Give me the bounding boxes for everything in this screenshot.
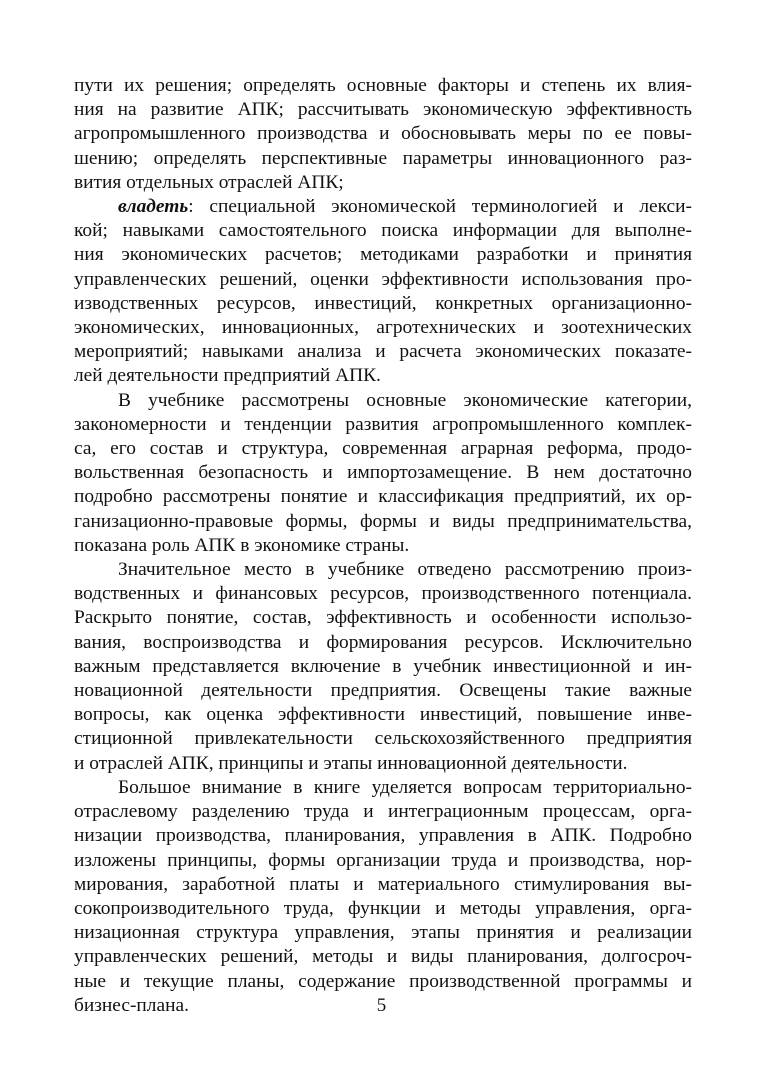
text-line: В учебнике рассмотрены основные экономические категории,: [118, 389, 692, 411]
page-body: [74, 74, 692, 1018]
text-line: Большое внимание в книге уделяется вопросам территориально-: [118, 776, 692, 798]
paragraph-skills-continuation: [74, 74, 692, 195]
text-line: мероприятий; навыками анализа и расчета экономических показате-: [74, 341, 692, 363]
text-line: управленческих решений, методы и виды планирования, долгосроч-: [74, 946, 692, 968]
text-line: управленческих решений, оценки эффективности использования про-: [74, 268, 692, 290]
text-line: ния на развитие АПК; рассчитывать экономическую эффективность: [74, 99, 692, 121]
text-line: ные и текущие планы, содержание производственной программы и: [74, 970, 692, 992]
paragraph-textbook-overview: [74, 389, 692, 558]
text-line: отраслевому разделению труда и интеграционным процессам, орга-: [74, 801, 692, 823]
text-line: вольственная безопасность и импортозамещение. В нем достаточно: [74, 462, 692, 484]
text-line: подробно рассмотрены понятие и классификация предприятий, их ор-: [74, 486, 692, 508]
text-line: низации производства, планирования, управления в АПК. Подробно: [74, 825, 692, 847]
text-fragment: : специальной экономической терминологией и лекси-: [188, 196, 692, 218]
paragraph-possess: [74, 195, 692, 389]
text-line: [74, 195, 692, 219]
text-line: Раскрыто понятие, состав, эффективность и особенности использо-: [74, 607, 692, 629]
text-line: изложены принципы, формы организации труда и производства, нор-: [74, 849, 692, 871]
text-line: мирования, заработной платы и материального стимулирования вы-: [74, 873, 692, 895]
text-line: шению; определять перспективные параметры инновационного раз-: [74, 147, 692, 169]
text-line: показана роль АПК в экономике страны.: [74, 534, 410, 556]
text-line: стиционной привлекательности сельскохозяйственного предприятия: [74, 728, 692, 750]
text-line: агропромышленного производства и обосновывать меры по ее повы-: [74, 123, 692, 145]
paragraph-management: [74, 776, 692, 1018]
text-line: сокопроизводительного труда, функции и методы управления, орга-: [74, 897, 692, 919]
page-number: 5: [376, 995, 387, 1016]
term-possess: владеть: [118, 196, 189, 218]
text-line: бизнес-плана.: [74, 994, 189, 1016]
text-line: Значительное место в учебнике отведено рассмотрению произ-: [118, 559, 692, 581]
text-line: вания, воспроизводства и формирования ресурсов. Исключительно: [74, 631, 692, 653]
text-line: важным представляется включение в учебник инвестиционной и ин-: [74, 655, 692, 677]
text-line: вопросы, как оценка эффективности инвестиций, повышение инве-: [74, 704, 692, 726]
text-line: экономических, инновационных, агротехнических и зоотехнических: [74, 317, 692, 339]
text-line: са, его состав и структура, современная аграрная реформа, продо-: [74, 438, 692, 460]
text-line: лей деятельности предприятий АПК.: [74, 365, 381, 387]
text-line: водственных и финансовых ресурсов, производственного потенциала.: [74, 583, 692, 605]
text-line: новационной деятельности предприятия. Освещены такие важные: [74, 680, 692, 702]
text-line: и отраслей АПК, принципы и этапы инновационной деятельности.: [74, 752, 628, 774]
paragraph-resources: [74, 558, 692, 776]
text-line: закономерности и тенденции развития агропромышленного комплек-: [74, 413, 692, 435]
text-line: кой; навыками самостоятельного поиска информации для выполне-: [74, 220, 692, 242]
text-line: ганизационно-правовые формы, формы и виды предпринимательства,: [74, 510, 692, 532]
text-line: изводственных ресурсов, инвестиций, конкретных организационно-: [74, 292, 692, 314]
text-line: пути их решения; определять основные факторы и степень их влия-: [74, 75, 692, 96]
text-line: вития отдельных отраслей АПК;: [74, 171, 344, 193]
text-line: ния экономических расчетов; методиками разработки и принятия: [74, 244, 692, 266]
text-line: низационная структура управления, этапы принятия и реализации: [74, 922, 692, 944]
